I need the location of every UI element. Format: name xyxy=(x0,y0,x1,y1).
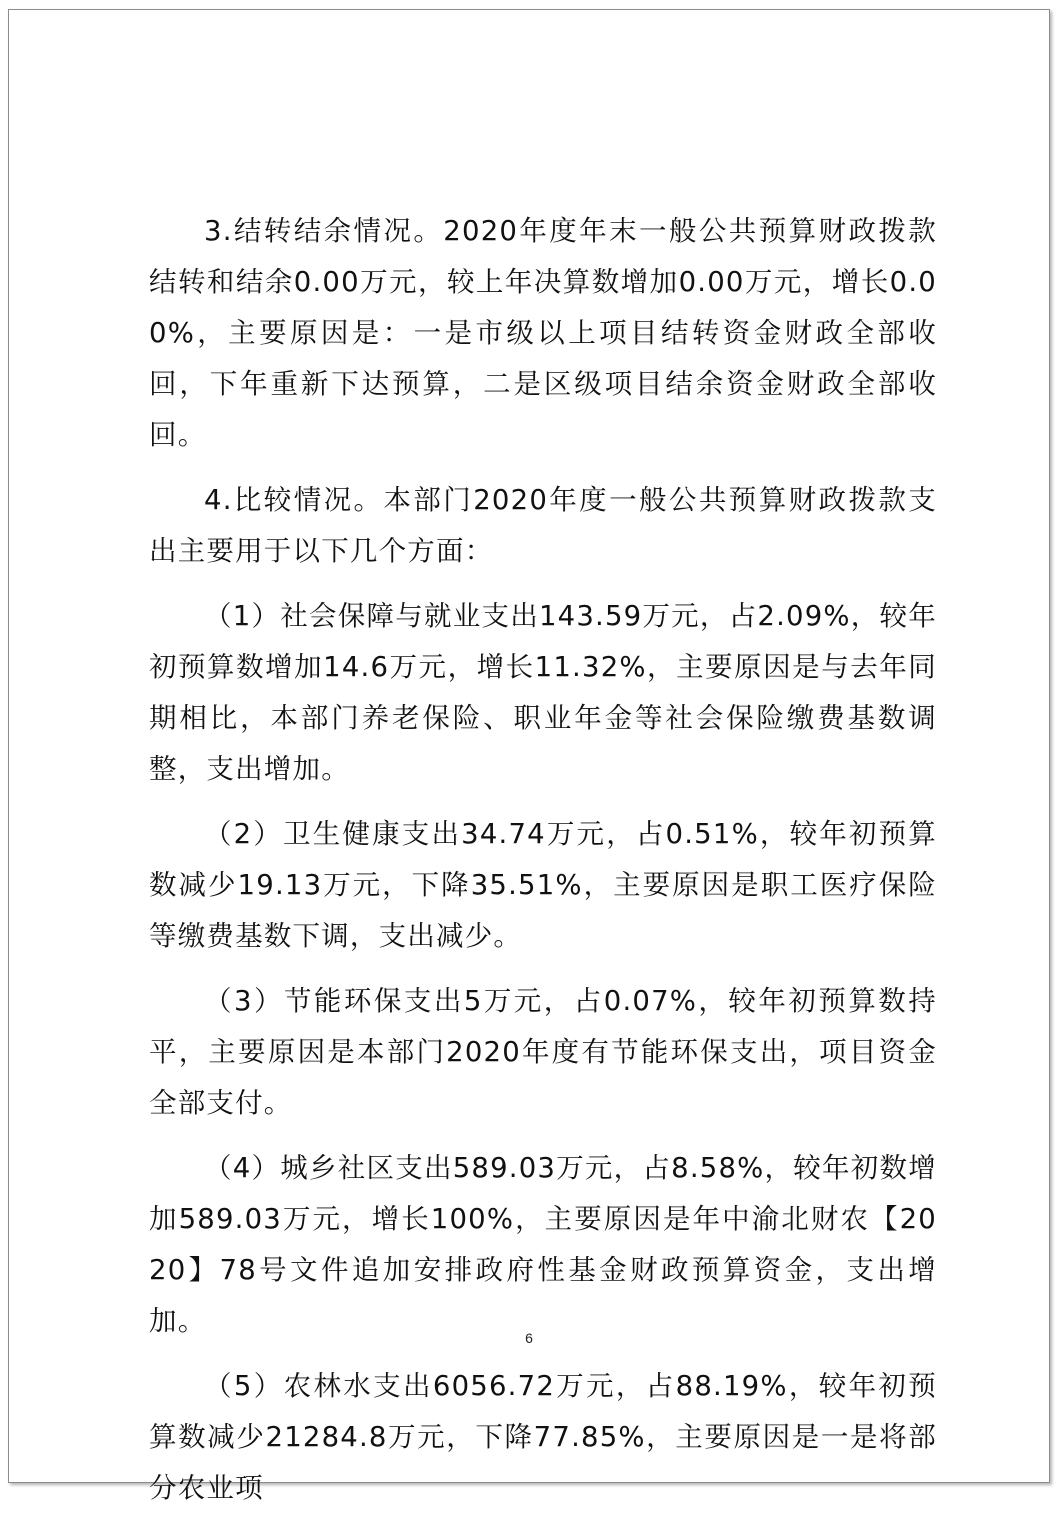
paragraph-health: （2）卫生健康支出34.74万元，占0.51%，较年初预算数减少19.13万元，下降35.51%，主要原因是职工医疗保险等缴费基数下调，支出减少。 xyxy=(149,818,937,952)
paragraph-agriculture: （5）农林水支出6056.72万元，占88.19%，较年初预算数减少21284.8万元，下降77.85%，主要原因是一是将部分农业项 xyxy=(149,1370,937,1504)
page-number: 6 xyxy=(525,1330,533,1346)
paragraph-social-security: （1）社会保障与就业支出143.59万元，占2.09%，较年初预算数增加14.6万元，增长11.32%，主要原因是与去年同期相比，本部门养老保险、职业年金等社会保险缴费基数调整，支出增加。 xyxy=(149,600,937,785)
paragraph-carryover: 3.结转结余情况。2020年度年末一般公共预算财政拨款结转和结余0.00万元，较上年决算数增加0.00万元，增长0.00%，主要原因是：一是市级以上项目结转资金财政全部收回，下年重新下达预算，二是区级项目结余资金财政全部收回。 xyxy=(149,215,937,451)
paragraph-comparison: 4.比较情况。本部门2020年度一般公共预算财政拨款支出主要用于以下几个方面： xyxy=(149,484,937,567)
paragraph-urban-rural: （4）城乡社区支出589.03万元，占8.58%，较年初数增加589.03万元，增长100%，主要原因是年中渝北财农【2020】78号文件追加安排政府性基金财政预算资金，支出增加。 xyxy=(149,1152,937,1337)
document-page xyxy=(8,9,1050,1504)
paragraph-energy-saving: （3）节能环保支出5万元，占0.07%，较年初预算数持平，主要原因是本部门2020年度有节能环保支出，项目资金全部支付。 xyxy=(149,985,937,1119)
